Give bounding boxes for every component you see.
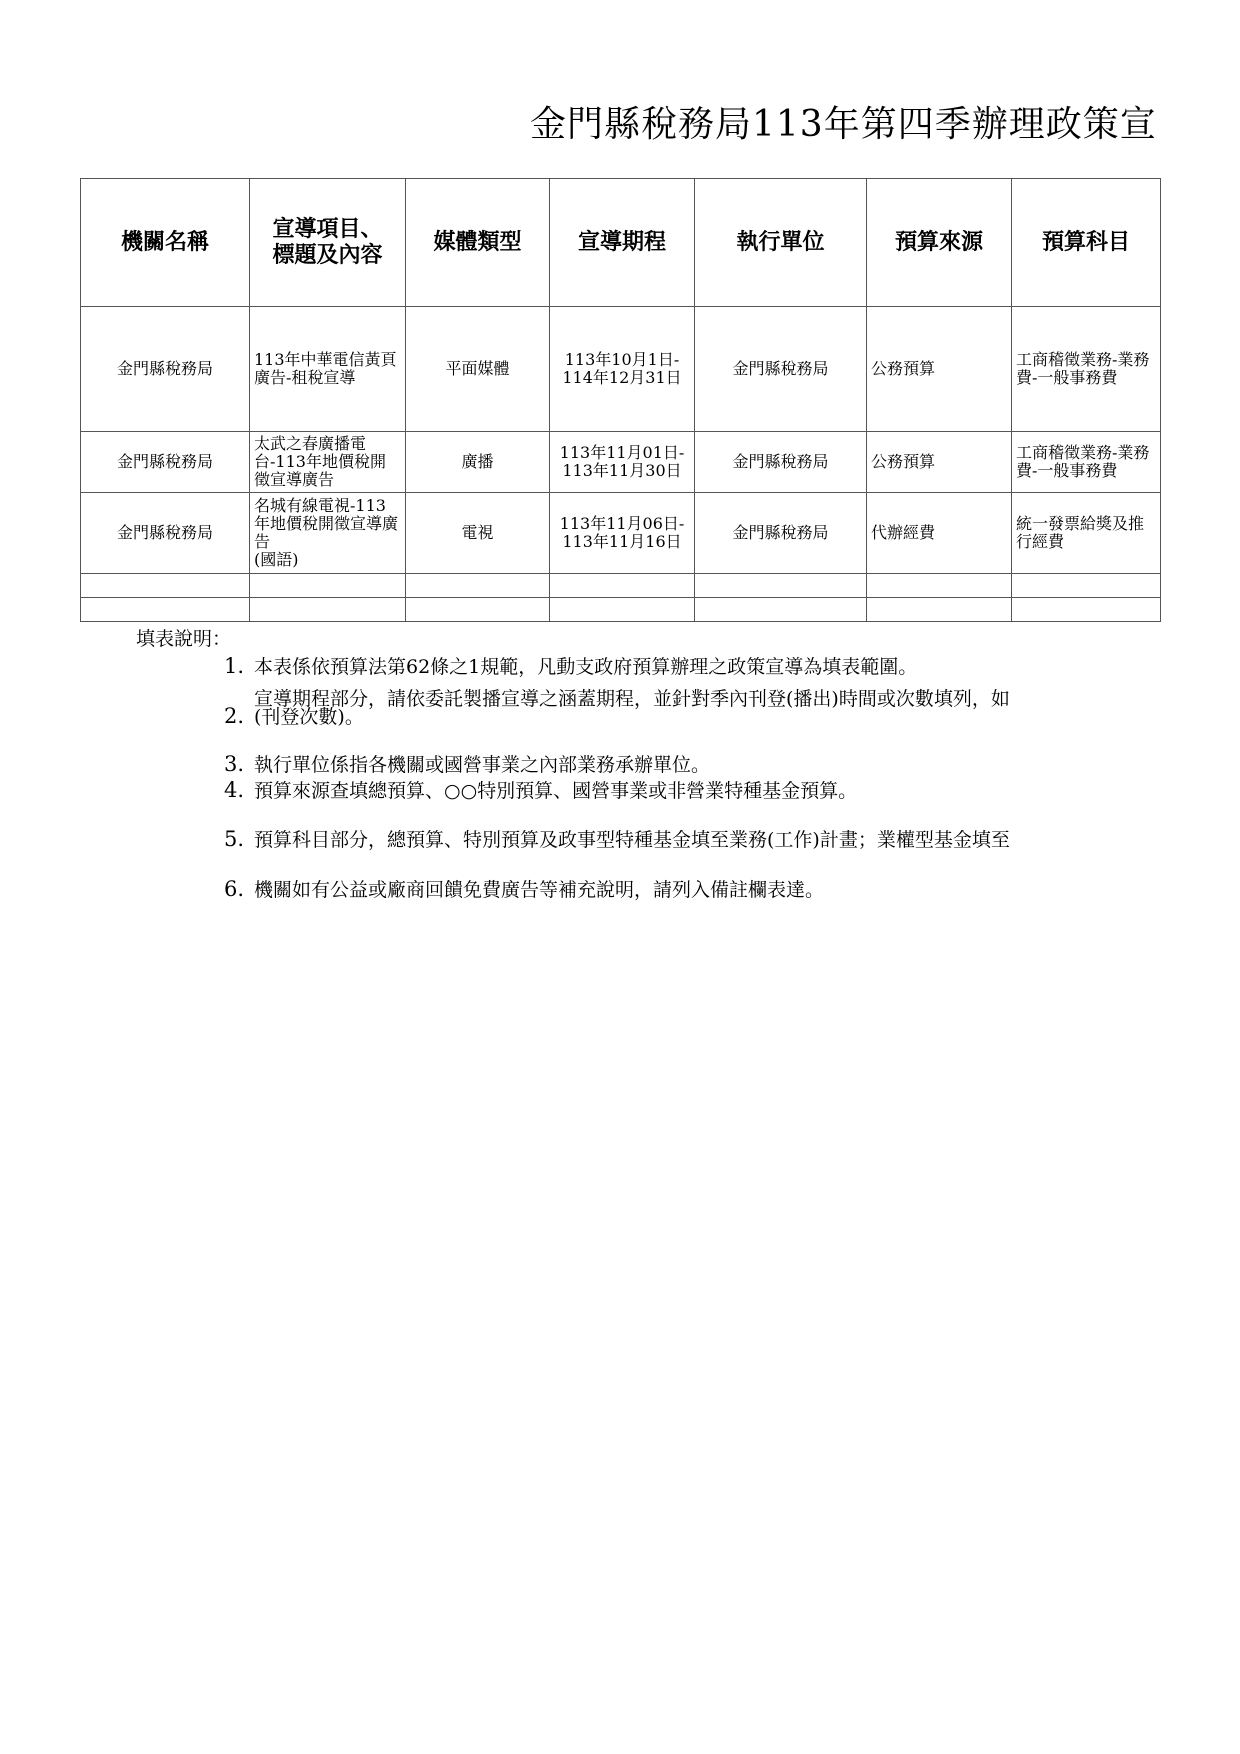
cell-source: 公務預算 [867,432,1012,493]
period-end: 113年11月30日 [562,461,682,480]
header-unit: 執行單位 [695,179,867,307]
cell-period [550,307,695,432]
empty-cell [81,598,250,622]
header-period: 宣導期程 [550,179,695,307]
period-end: 114年12月31日 [562,368,682,387]
note-number: 4. [224,778,245,802]
cell-subject: 工商稽徵業務-業務費-一般事務費 [1012,307,1161,432]
note-number: 6. [224,877,245,901]
empty-cell [250,574,406,598]
empty-cell [81,574,250,598]
note-item-2 [224,704,364,729]
table-row-empty [81,574,1161,598]
cell-agency: 金門縣稅務局 [81,432,250,493]
note-number: 2. [224,704,245,728]
policy-promotion-table [80,178,1161,622]
cell-media: 平面媒體 [406,307,550,432]
cell-item: 113年中華電信黃頁廣告-租稅宣導 [250,307,406,432]
cell-subject: 工商稽徵業務-業務費-一般事務費 [1012,432,1161,493]
period-start: 113年11月01日- [559,443,685,462]
table-row [81,493,1161,574]
empty-cell [550,598,695,622]
note-item-2-line1: 宣導期程部分，請依委託製播宣導之涵蓋期程，並針對季內刊登(播出)時間或次數填列，如 [254,688,1010,710]
note-item-6 [224,877,824,902]
item-text: 名城有線電視-113年地價稅開徵宣導廣告 [254,496,399,551]
note-item-4 [224,778,857,803]
note-number: 5. [224,827,245,851]
item-extra: (國語) [254,550,299,569]
note-text: (刊登次數)。 [254,706,364,728]
cell-unit: 金門縣稅務局 [695,307,867,432]
table-row [81,432,1161,493]
empty-cell [695,598,867,622]
cell-unit: 金門縣稅務局 [695,432,867,493]
cell-period [550,493,695,574]
header-item-line1: 宣導項目、 [272,216,383,242]
cell-unit: 金門縣稅務局 [695,493,867,574]
header-source: 預算來源 [867,179,1012,307]
cell-subject: 統一發票給獎及推行經費 [1012,493,1161,574]
note-number: 1. [224,654,245,678]
cell-source: 公務預算 [867,307,1012,432]
cell-media: 廣播 [406,432,550,493]
table-row [81,307,1161,432]
header-media: 媒體類型 [406,179,550,307]
note-number: 3. [224,752,245,776]
empty-cell [550,574,695,598]
period-start: 113年10月1日- [564,350,680,369]
cell-source: 代辦經費 [867,493,1012,574]
empty-cell [406,598,550,622]
empty-cell [695,574,867,598]
empty-cell [1012,574,1161,598]
cell-item: 太武之春廣播電台-113年地價稅開徵宣導廣告 [250,432,406,493]
empty-cell [1012,598,1161,622]
empty-cell [250,598,406,622]
period-start: 113年11月06日- [559,514,685,533]
header-item [250,179,406,307]
empty-cell [867,598,1012,622]
page-title: 金門縣稅務局113年第四季辦理政策宣 [530,104,1157,145]
note-text: 預算科目部分，總預算、特別預算及政事型特種基金填至業務(工作)計畫；業權型基金填至 [254,829,1010,851]
header-agency: 機關名稱 [81,179,250,307]
header-item-line2: 標題及內容 [272,242,383,268]
cell-agency: 金門縣稅務局 [81,493,250,574]
note-text: 機關如有公益或廠商回饋免費廣告等補充說明，請列入備註欄表達。 [254,879,825,901]
period-end: 113年11月16日 [562,532,682,551]
note-item-3 [224,752,710,777]
table-header-row [81,179,1161,307]
note-item-5 [224,827,1010,852]
header-subject: 預算科目 [1012,179,1161,307]
empty-cell [406,574,550,598]
cell-period [550,432,695,493]
cell-item [250,493,406,574]
note-text: 本表係依預算法第62條之1規範，凡動支政府預算辦理之政策宣導為填表範圍。 [254,656,918,678]
notes-heading: 填表說明： [136,628,232,650]
note-text: 預算來源查填總預算、○○特別預算、國營事業或非營業特種基金預算。 [254,780,858,802]
table-row-empty [81,598,1161,622]
note-text: 執行單位係指各機關或國營事業之內部業務承辦單位。 [254,754,711,776]
cell-agency: 金門縣稅務局 [81,307,250,432]
empty-cell [867,574,1012,598]
note-item-1 [224,654,917,679]
cell-media: 電視 [406,493,550,574]
